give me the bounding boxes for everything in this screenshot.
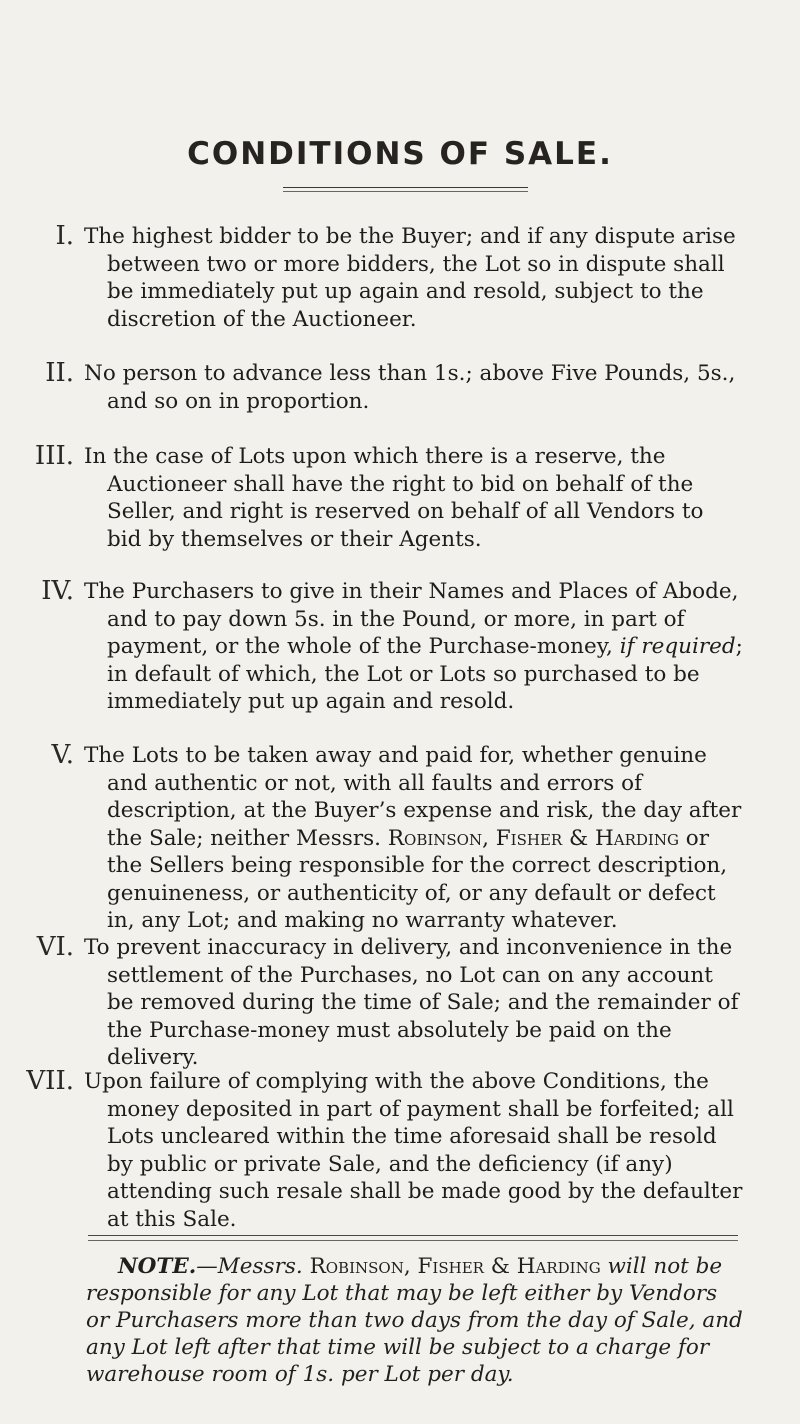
condition-body-end: or the Sellers being responsible for the correct description, genuineness, or authenticity of, or any default or defect in, any Lot; and making no warranty whatever. <box>107 825 728 933</box>
title-divider <box>283 187 528 188</box>
note-paragraph <box>86 1253 746 1388</box>
condition-text <box>84 443 744 553</box>
condition-numeral: V. <box>51 740 74 770</box>
condition-emphasis: if required <box>619 634 736 659</box>
condition-body: To prevent inaccuracy in delivery, and inconvenience in the settlement of the Purchases, no Lot can on any account be removed during the time of Sale; and the remainder of the Purchase-money must absolutely be paid on the delivery. <box>84 935 739 1070</box>
page-title: CONDITIONS OF SALE. <box>187 136 613 172</box>
condition-body: No person to advance less than 1s.; above Five Pounds, 5s., and so on in proportion. <box>84 361 736 414</box>
condition-body: The Purchasers to give in their Names and Places of Abode, and to pay down 5s. in the Pound, or more, in part of payment, or the whole of the Purchase-money, <box>84 579 739 659</box>
condition-text <box>84 742 744 935</box>
condition-numeral: III. <box>34 441 74 471</box>
condition-numeral: II. <box>45 358 74 388</box>
condition-numeral: VII. <box>26 1066 74 1096</box>
condition-body: The highest bidder to be the Buyer; and if any dispute arise between two or more bidders, the Lot so in dispute shall be immediately put up again and resold, subject to the discretion of the Auctioneer. <box>84 224 736 332</box>
condition-numeral: I. <box>55 221 74 251</box>
condition-body-end: ; in default of which, the Lot or Lots so purchased to be immediately put up again and resold. <box>107 634 743 714</box>
condition-text <box>84 360 744 415</box>
note-body: will not be responsible for any Lot that may be left either by Vendors or Purchasers more than two days from the day of Sale, and any Lot left after that time will be subject to a charge for warehouse room of 1s. per Lot per day. <box>86 1254 743 1387</box>
condition-numeral: VI. <box>36 932 74 962</box>
condition-text <box>84 223 744 333</box>
condition-numeral: IV. <box>41 576 74 606</box>
condition-body: Upon failure of complying with the above Conditions, the money deposited in part of payment shall be forfeited; all Lots uncleared within the time aforesaid shall be resold by public or private Sale, and the deficiency (if any) attending such resale shall be made good by the defaulter at this Sale. <box>84 1069 743 1232</box>
condition-body: The Lots to be taken away and paid for, whether genuine and authentic or not, with all faults and errors of description, at the Buyer’s expense and risk, the day after the Sale; neither Messrs. <box>84 743 742 851</box>
note-divider <box>88 1235 738 1236</box>
condition-text <box>84 934 744 1072</box>
condition-text <box>84 1068 744 1233</box>
note-firm-name: Robinson, Fisher & Harding <box>309 1254 601 1279</box>
firm-name: Robinson, Fisher & Harding <box>387 825 679 851</box>
condition-body: In the case of Lots upon which there is a reserve, the Auctioneer shall have the right to bid on behalf of the Seller, and right is reserved on behalf of all Vendors to bid by themselves or their Agents. <box>84 444 704 552</box>
condition-text <box>84 578 744 716</box>
note-dash: —Messrs. <box>196 1254 310 1279</box>
note-label: NOTE. <box>118 1254 197 1279</box>
